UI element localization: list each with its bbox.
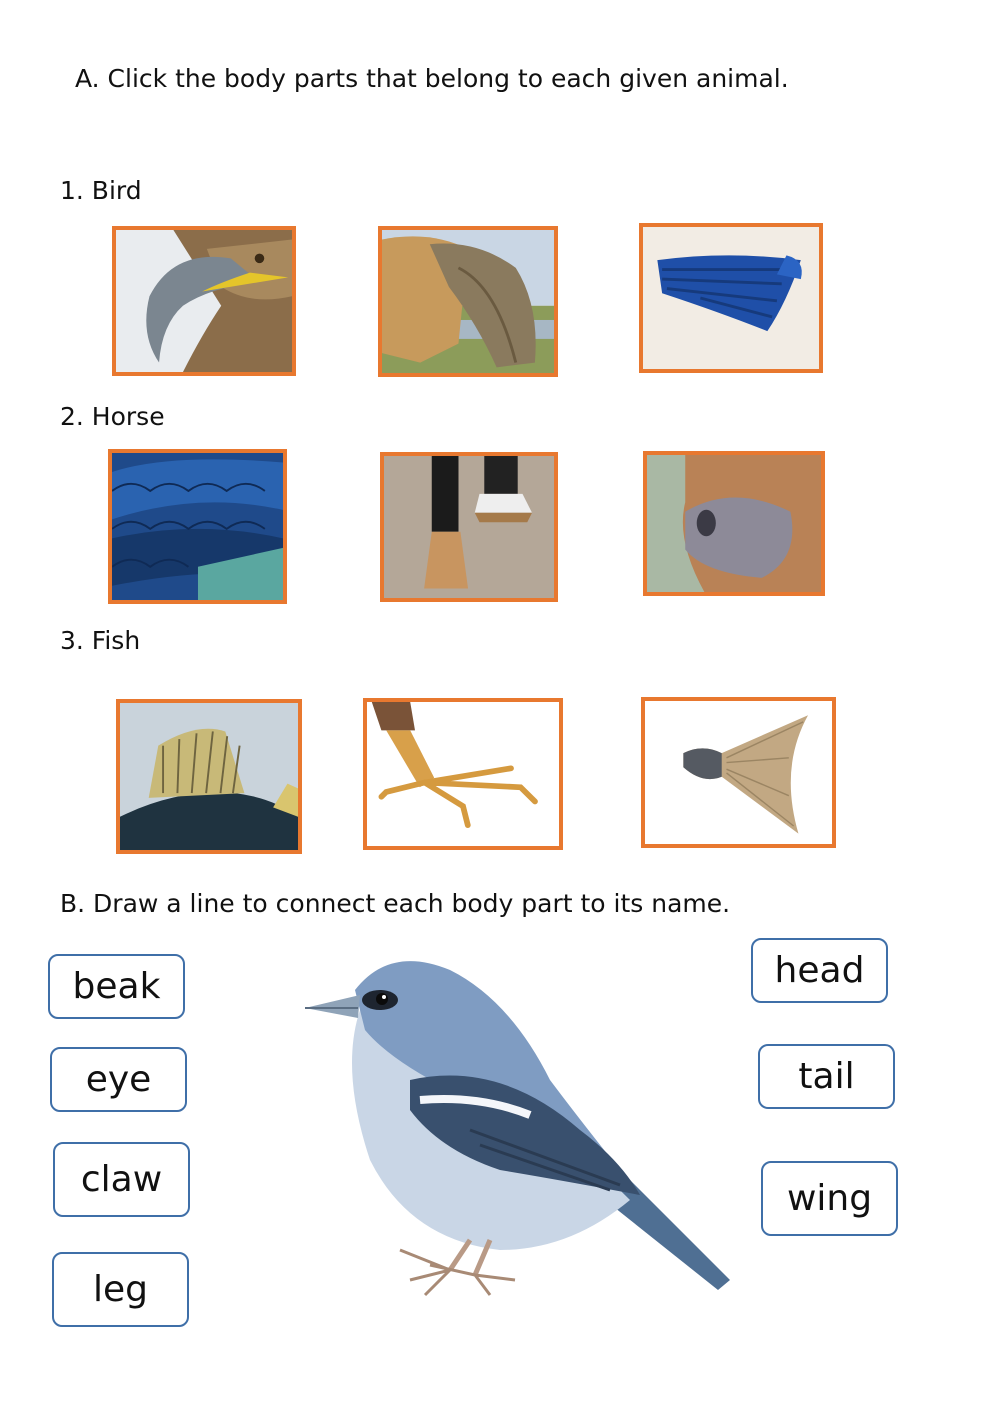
option-fish-scales-image[interactable] (108, 449, 287, 604)
question-2-label: 2. Horse (60, 402, 165, 431)
word-leg[interactable]: leg (52, 1252, 189, 1327)
option-fish-tail-image[interactable] (641, 697, 836, 848)
word-eye[interactable]: eye (50, 1047, 187, 1112)
question-3-label: 3. Fish (60, 626, 141, 655)
section-a-instruction: A. Click the body parts that belong to each given animal. (75, 64, 789, 93)
word-tail[interactable]: tail (758, 1044, 895, 1109)
word-head[interactable]: head (751, 938, 888, 1003)
option-bird-claw-image[interactable] (363, 698, 563, 850)
word-claw[interactable]: claw (53, 1142, 190, 1217)
word-beak[interactable]: beak (48, 954, 185, 1019)
option-wing-image[interactable] (639, 223, 823, 373)
bird-illustration (300, 950, 740, 1310)
option-horse-muzzle-image[interactable] (643, 451, 825, 596)
question-1-label: 1. Bird (60, 176, 142, 205)
option-horse-tail-image[interactable] (378, 226, 558, 377)
option-beak-image[interactable] (112, 226, 296, 376)
option-hooves-image[interactable] (380, 452, 558, 602)
section-b-instruction: B. Draw a line to connect each body part to its name. (60, 889, 731, 918)
word-wing[interactable]: wing (761, 1161, 898, 1236)
option-dorsal-fin-image[interactable] (116, 699, 302, 854)
